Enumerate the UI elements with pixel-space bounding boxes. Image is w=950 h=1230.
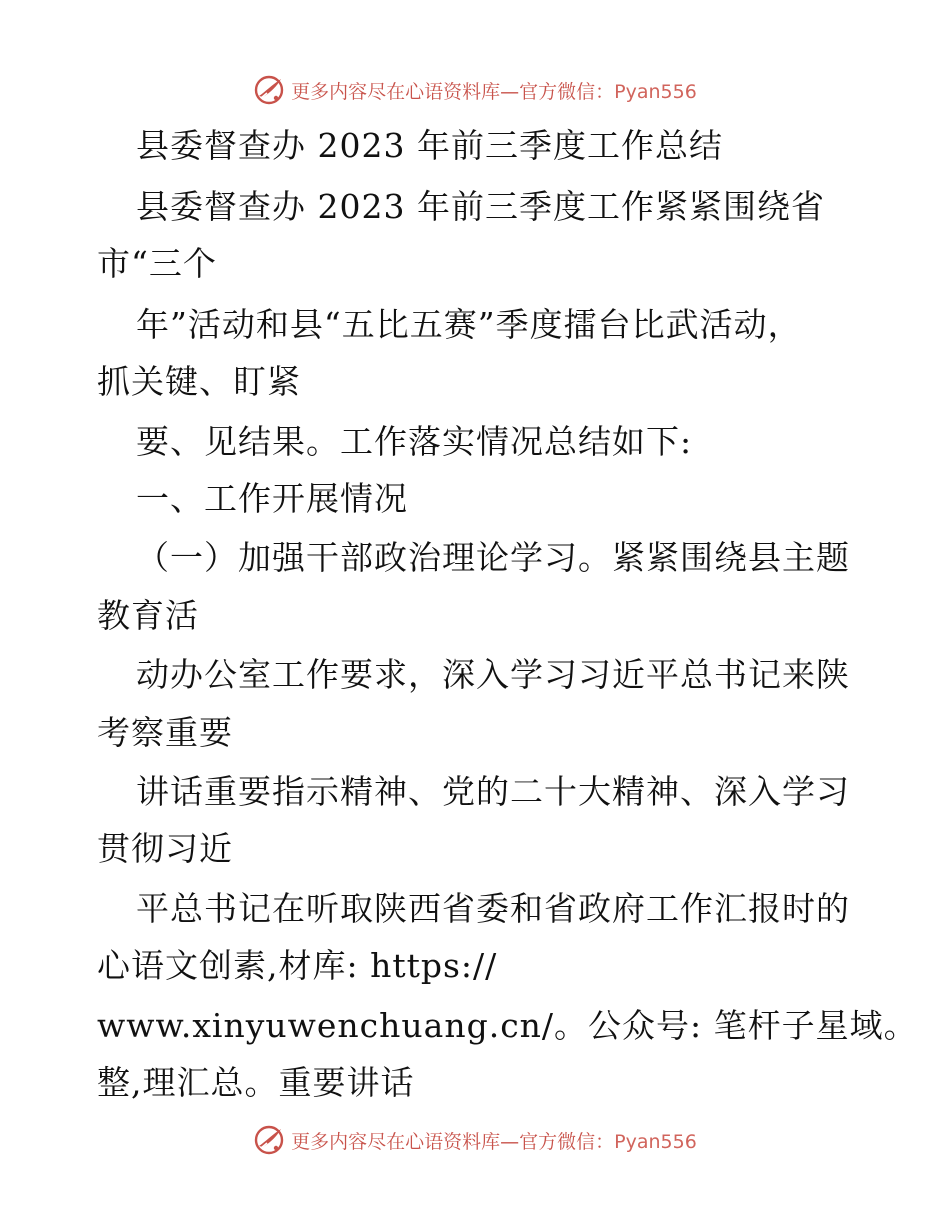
paragraph-line: 教育活: [97, 596, 199, 635]
wechat-id: Pyan556: [614, 1130, 697, 1153]
paragraph-line: 市“三个: [97, 244, 217, 283]
paragraph-line: 考察重要: [97, 713, 233, 752]
paragraph-line: 心语文创素,材库: https://: [97, 946, 498, 985]
paragraph-line: 贯彻习近: [97, 829, 233, 868]
document-title: 县委督查办 2023 年前三季度工作总结: [136, 126, 723, 165]
banner-text: 更多内容尽在心语资料库—官方微信：Pyan556: [291, 80, 697, 103]
paragraph-line: www.xinyuwenchuang.cn/。公众号: 笔杆子星域。: [97, 1006, 918, 1045]
section-heading: 一、工作开展情况: [136, 479, 408, 518]
subsection-heading: （一）加强干部政治理论学习。紧紧围绕县主题: [136, 538, 850, 577]
paragraph-line: 讲话重要指示精神、党的二十大精神、深入学习: [136, 772, 850, 811]
quill-pen-logo-icon: [253, 1124, 285, 1156]
banner-text: 更多内容尽在心语资料库—官方微信：Pyan556: [291, 1130, 697, 1153]
paragraph-line: 平总书记在听取陕西省委和省政府工作汇报时的: [136, 889, 850, 928]
header-banner: [0, 70, 950, 110]
paragraph-line: 要、见结果。工作落实情况总结如下:: [136, 422, 693, 461]
paragraph-line: 县委督查办 2023 年前三季度工作紧紧围绕省: [136, 187, 825, 226]
footer-banner: [0, 1120, 950, 1160]
wechat-id: Pyan556: [614, 80, 697, 103]
paragraph-line: 动办公室工作要求，深入学习习近平总书记来陕: [136, 655, 850, 694]
paragraph-line: 抓关键、盯紧: [97, 362, 301, 401]
quill-pen-logo-icon: [253, 74, 285, 106]
paragraph-line: 整,理汇总。重要讲话: [97, 1063, 415, 1102]
paragraph-line: 年”活动和县“五比五赛”季度擂台比武活动，: [136, 305, 802, 344]
